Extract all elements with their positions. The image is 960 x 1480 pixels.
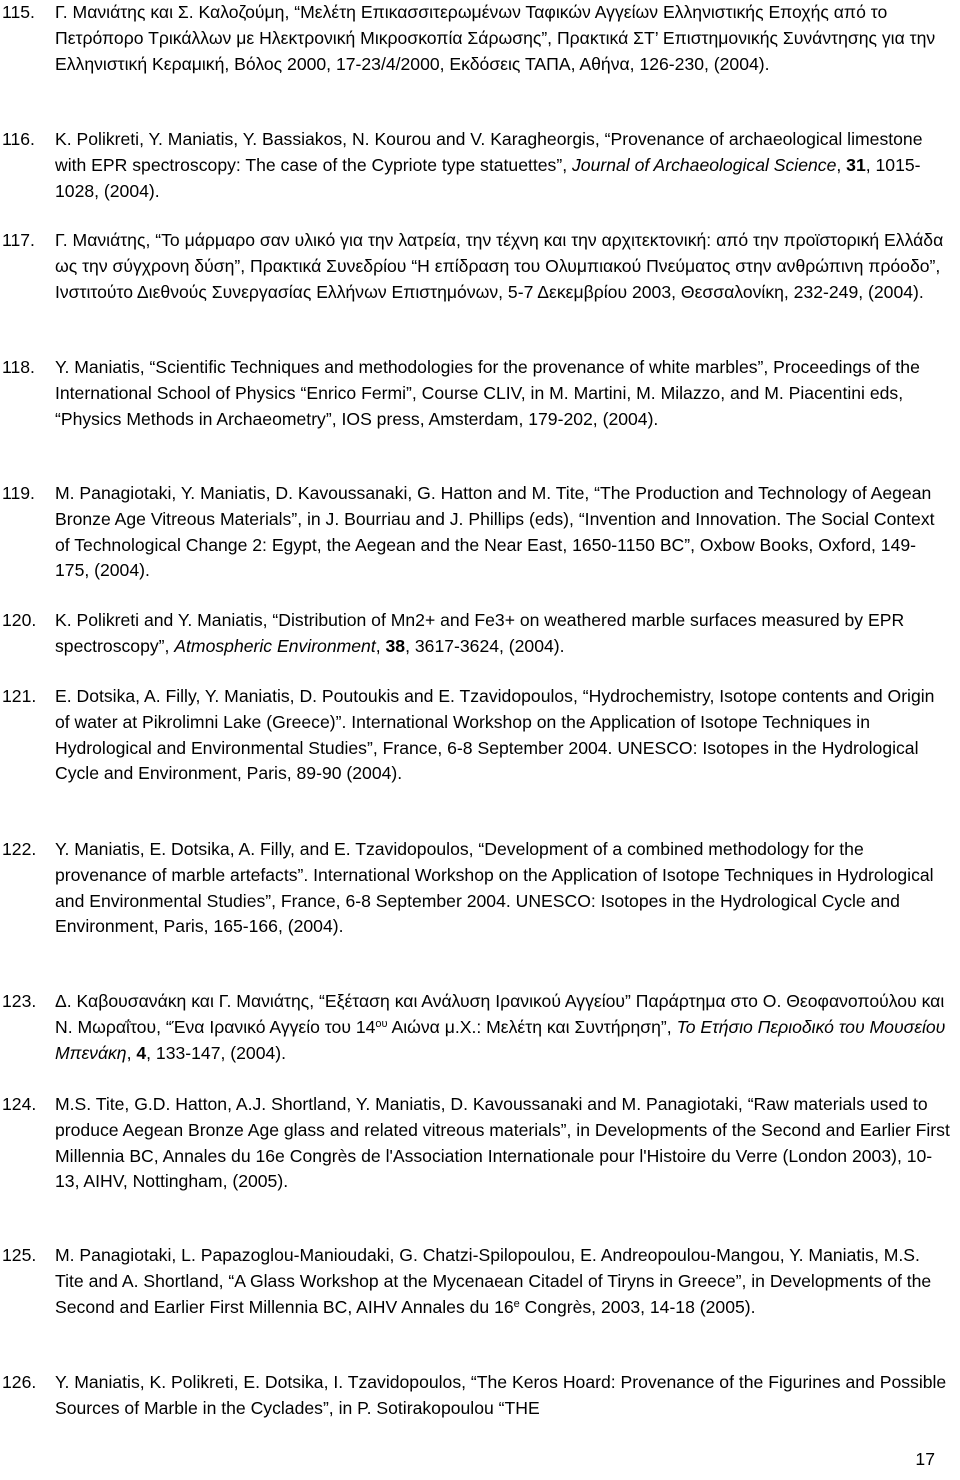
journal-title: Το Ετήσιο Περιοδικό του Μουσείου Μπενάκη — [55, 1016, 946, 1063]
reference-text: Y. Maniatis, E. Dotsika, A. Filly, and E. Tzavidopoulos, “Development of a combined methodology for the provenance of marble artefacts”. International Workshop on the Application of Isotope Techniques in Hydrological and Environmental Studies”, France, 6-8 September 2004. UNESCO: Isotopes in the Hydrological Cycle and Environment, Paris, 165-166, (2004). — [55, 839, 934, 937]
reference-text: Δ. Καβουσανάκη και Γ. Μανιάτης, “Εξέταση και Ανάλυση Ιρανικού Αγγείου” Παράρτημα στο Ο. Θεοφανοπούλου και Ν. Μωραΐτου, “Ένα Ιρανικό Αγγείο του $14^{o\upsilon}$ Αιώνα μ.Χ.: Μελέτη και Συντήρηση”, Το Ετήσιο Περιοδικό του Μουσείου Μπενάκη, 4, 133-147, (2004). — [55, 991, 946, 1063]
reference-item — [2, 608, 950, 660]
superscript: ου — [375, 1017, 388, 1030]
reference-number: 120. — [2, 610, 37, 630]
reference-text: Y. Maniatis, K. Polikreti, E. Dotsika, I. Tzavidopoulos, “The Keros Hoard: Provenance of the Figurines and Possible Sources of Marble in the Cyclades”, in P. Sotirakopoulou “THE — [55, 1372, 947, 1418]
reference-item — [2, 0, 950, 77]
volume-number: 31 — [846, 154, 866, 175]
reference-item — [2, 228, 950, 305]
reference-text: K. Polikreti and Y. Maniatis, “Distribution of Mn2+ and Fe3+ on weathered marble surfaces measured by EPR spectroscopy”, Atmospheric Environment, 38, 3617-3624, (2004). — [55, 610, 905, 656]
reference-number: 125. — [2, 1245, 37, 1265]
reference-item — [2, 1370, 950, 1422]
reference-item — [2, 127, 950, 204]
journal-title: Journal of Archaeological Science — [571, 154, 837, 175]
reference-number: 126. — [2, 1372, 37, 1392]
reference-number: 124. — [2, 1094, 37, 1114]
reference-item — [2, 481, 950, 584]
reference-text: M.S. Tite, G.D. Hatton, A.J. Shortland, Y. Maniatis, D. Kavoussanaki and M. Panagiotaki, “Raw materials used to produce Aegean Bronze Age glass and related vitreous materials”, in Developments of the Second and Earlier First Millennia BC, Annales du 16e Congrès de l'Association Internationale pour l'Histoire du Verre (London 2003), 10-13, AIHV, Nottingham, (2005). — [55, 1094, 950, 1192]
reference-number: 119. — [2, 483, 35, 503]
reference-item — [2, 684, 950, 787]
reference-number: 122. — [2, 839, 37, 859]
journal-title: Atmospheric Environment — [174, 635, 376, 656]
reference-item — [2, 1243, 950, 1320]
reference-item — [2, 355, 950, 432]
reference-number: 116. — [2, 129, 35, 149]
reference-number: 115. — [2, 2, 35, 22]
page-number: 17 — [915, 1449, 935, 1469]
reference-text: Y. Maniatis, “Scientific Techniques and methodologies for the provenance of white marbles”, Proceedings of the International School of Physics “Enrico Fermi”, Course CLIV, in M. Martini, M. Milazzo, and M. Piacentini eds, “Physics Methods in Archaeometry”, IOS press, Amsterdam, 179-202, (2004). — [55, 357, 920, 429]
volume-number: 38 — [385, 635, 406, 656]
reference-text: Γ. Μανιάτης και Σ. Καλοζούμη, “Μελέτη Επικασσιτερωμένων Ταφικών Αγγείων Ελληνιστικής Εποχής από το Πετρόπορο Τρικάλλων με Ηλεκτρονική Μικροσκοπία Σάρωσης”, Πρακτικά ΣΤ’ Επιστημονικής Συνάντησης για την Ελληνιστική Κεραμική, Βόλος 2000, 17-23/4/2000, Εκδόσεις ΤΑΠΑ, Αθήνα, 126-230, (2004). — [55, 2, 936, 74]
reference-number: 123. — [2, 991, 37, 1011]
superscript: e — [513, 1297, 520, 1310]
volume-number: 4 — [136, 1042, 147, 1063]
reference-text: Γ. Μανιάτης, “Το μάρμαρο σαν υλικό για την λατρεία, την τέχνη και την αρχιτεκτονική: από την προϊστορική Ελλάδα ως την σύγχρονη δύση”, Πρακτικά Συνεδρίου “Η επίδραση του Ολυμπιακού Πνεύματος στην ανθρώπινη πρόοδο”, Ινστιτούτο Διεθνούς Συνεργασίας Ελλήνων Επιστημόνων, 5-7 Δεκεμβρίου 2003, Θεσσαλονίκη, 232-249, (2004). — [55, 230, 944, 302]
reference-text: M. Panagiotaki, L. Papazoglou-Manioudaki, G. Chatzi-Spilopoulou, E. Andreopoulou-Mangou, Y. Maniatis, M.S. Tite and A. Shortland, “A Glass Workshop at the Mycenaean Citadel of Tiryns in Greece”, in Developments of the Second and Earlier First Millennia BC, AIHV Annales du 16e Congrès, 2003, 14-18 (2005). — [55, 1245, 932, 1317]
reference-text: K. Polikreti, Y. Maniatis, Y. Bassiakos, N. Kourou and V. Karagheorgis, “Provenance of archaeological limestone with EPR spectroscopy: The case of the Cypriote type statuettes”, Journal of Archaeological Science, 31, 1015-1028, (2004). — [55, 129, 923, 201]
reference-number: 117. — [2, 230, 35, 250]
reference-number: 121. — [2, 686, 37, 706]
reference-item — [2, 989, 950, 1066]
reference-item — [2, 837, 950, 940]
reference-number: 118. — [2, 357, 35, 377]
reference-item — [2, 1092, 950, 1195]
reference-text: M. Panagiotaki, Y. Maniatis, D. Kavoussanaki, G. Hatton and M. Tite, “The Production and Technology of Aegean Bronze Age Vitreous Materials”, in J. Bourriau and J. Phillips (eds), “Invention and Innovation. The Social Context of Technological Change 2: Egypt, the Aegean and the Near East, 1650-1150 BC”, Oxbow Books, Oxford, 149-175, (2004). — [55, 483, 935, 581]
reference-text: E. Dotsika, A. Filly, Y. Maniatis, D. Poutoukis and E. Tzavidopoulos, “Hydrochemistry, Isotope contents and Origin of water at Pikrolimni Lake (Greece)”. International Workshop on the Application of Isotope Techniques in Hydrological and Environmental Studies”, France, 6-8 September 2004. UNESCO: Isotopes in the Hydrological Cycle and Environment, Paris, 89-90 (2004). — [55, 686, 935, 784]
